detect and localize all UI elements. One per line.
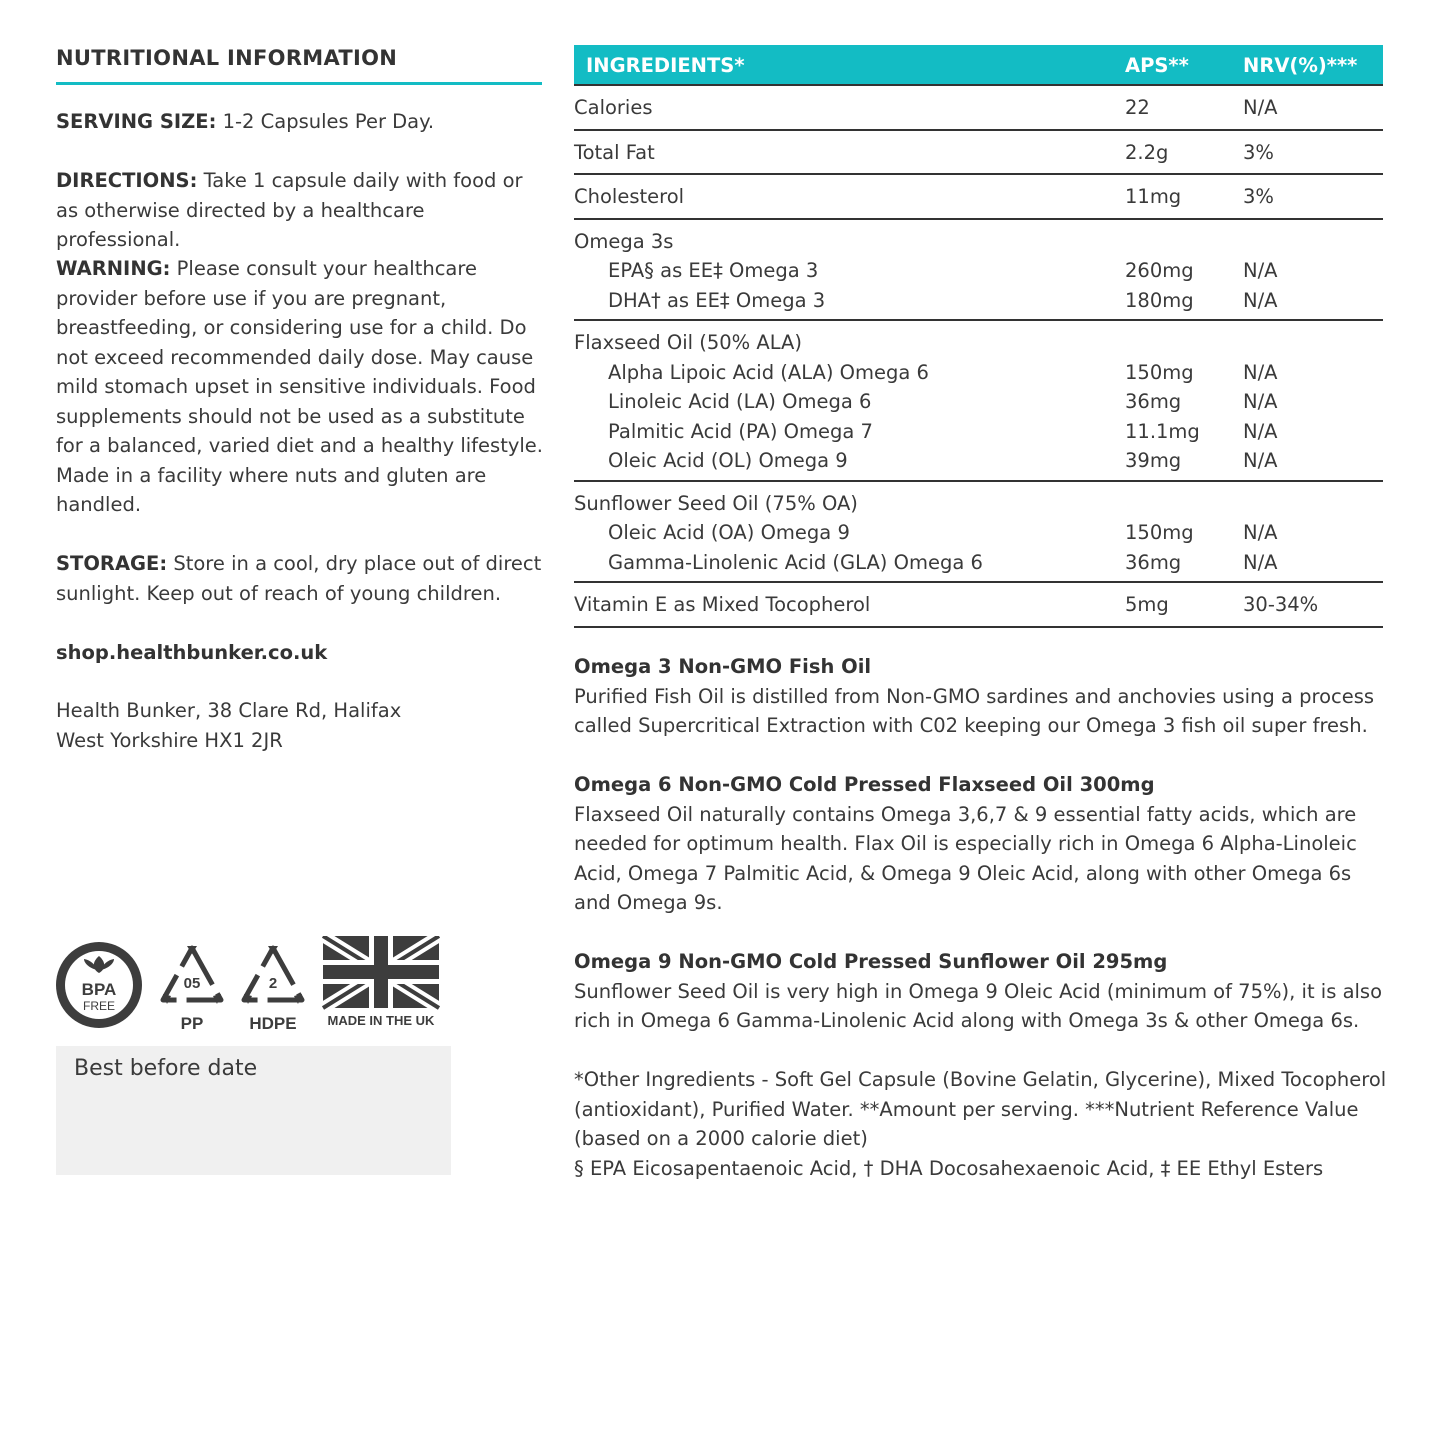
pp-number: 05 (183, 975, 201, 992)
table-line (574, 181, 1383, 211)
nrv-value: N/A (1243, 419, 1278, 443)
address (56, 696, 546, 755)
hdpe-label: HDPE (249, 1014, 297, 1032)
nrv-value: N/A (1243, 521, 1278, 544)
aps-value: 36mg (1125, 550, 1182, 574)
made-in-uk-label: MADE IN THE UK (327, 1013, 435, 1028)
serving-size (56, 107, 546, 137)
table-body (574, 86, 1383, 628)
table-line (574, 589, 1383, 619)
nrv-value: 3% (1243, 185, 1274, 208)
warning-label: WARNING: (56, 257, 171, 280)
header-aps: APS** (1125, 54, 1189, 77)
fish-oil-title: Omega 3 Non-GMO Fish Oil (574, 655, 872, 678)
table-line (574, 255, 1383, 285)
table-line (574, 357, 1383, 387)
sunflower-text: Sunflower Seed Oil is very high in Omega 9 Oleic Acid (minimum of 75%), it is also rich in Omega 6 Gamma-Linolenic Acid along with Omega 3s & other Omega 6s. (574, 979, 1383, 1032)
sunflower-title: Omega 9 Non-GMO Cold Pressed Sunflower Oil 295mg (574, 950, 1168, 973)
nrv-value: 3% (1243, 140, 1274, 164)
aps-value: 150mg (1125, 360, 1194, 384)
shop-url: shop.healthbunker.co.uk (56, 641, 328, 664)
ingredient-name: Total Fat (574, 140, 655, 164)
best-before-box (56, 1046, 451, 1175)
table-row (574, 86, 1383, 131)
ingredient-name: Oleic Acid (OL) Omega 9 (608, 449, 848, 472)
flaxseed-section (574, 770, 1394, 918)
aps-value: 36mg (1125, 390, 1182, 413)
ingredient-name: EPA§ as EE‡ Omega 3 (608, 259, 819, 282)
table-row (574, 482, 1383, 584)
table-line (574, 547, 1383, 577)
ingredient-name: Linoleic Acid (LA) Omega 6 (608, 390, 872, 413)
table-row (574, 131, 1383, 176)
ingredient-name: Omega 3s (574, 229, 674, 253)
flaxseed-text: Flaxseed Oil naturally contains Omega 3,6,7 & 9 essential fatty acids, which are needed for optimum health. Flax Oil is especially rich in Omega 6 Alpha-Linoleic Acid, Omega 7 Palmitic Acid, & Omega 9 Oleic Acid, along with other Omega 6s and Omega 9s. (574, 802, 1357, 914)
directions (56, 166, 546, 255)
table-line (574, 445, 1383, 475)
footnote-symbols: § EPA Eicosapentaenoic Acid, † DHA Docosahexaenoic Acid, ‡ EE Ethyl Esters (574, 1156, 1324, 1180)
ingredient-name: Alpha Lipoic Acid (ALA) Omega 6 (608, 360, 929, 384)
ingredient-name: Calories (574, 96, 653, 119)
ingredient-name: Flaxseed Oil (50% ALA) (574, 331, 802, 354)
flaxseed-title: Omega 6 Non-GMO Cold Pressed Flaxseed Oil 300mg (574, 773, 1155, 796)
table-line (574, 416, 1383, 446)
header-nrv: NRV(%)*** (1243, 54, 1358, 77)
hdpe-number: 2 (268, 975, 278, 992)
sunflower-section (574, 947, 1394, 1036)
warning-text: Please consult your healthcare provider before use if you are pregnant, breastfeeding, or considering use for a child. Do not exceed recommended daily dose. May cause mild stomach upset in sensitive individuals. Food supplements should not be used as a substitute for a balanced, varied diet and a healthy lifestyle. Made in a facility where nuts and gluten are handled. (56, 257, 543, 516)
nutrition-title: NUTRITIONAL INFORMATION (56, 46, 398, 70)
title-underline (56, 82, 542, 85)
warning (56, 254, 546, 520)
storage-text: Store in a cool, dry place out of direct sunlight. Keep out of reach of young children. (56, 552, 542, 605)
header-ingredients: INGREDIENTS* (586, 54, 745, 77)
aps-value: 180mg (1125, 288, 1194, 312)
serving-text: 1-2 Capsules Per Day. (216, 110, 435, 133)
bpa-free-icon (56, 942, 142, 1028)
table-row (574, 220, 1383, 322)
nrv-value: N/A (1243, 390, 1278, 413)
aps-value: 11.1mg (1125, 419, 1200, 443)
nrv-value: N/A (1243, 449, 1278, 472)
table-row (574, 175, 1383, 220)
nrv-value: N/A (1243, 96, 1278, 119)
nrv-value: N/A (1243, 360, 1278, 384)
ingredient-name: Gamma-Linolenic Acid (GLA) Omega 6 (608, 550, 983, 574)
nrv-value: 30-34% (1243, 593, 1319, 616)
nrv-value: N/A (1243, 550, 1278, 574)
storage (56, 549, 546, 608)
fish-oil-section (574, 652, 1394, 741)
table-line (574, 137, 1383, 167)
table-line (574, 517, 1383, 547)
uk-flag-icon (321, 936, 441, 1030)
ingredient-name: Cholesterol (574, 185, 685, 208)
recycle-pp-icon (157, 942, 227, 1032)
aps-value: 150mg (1125, 521, 1194, 544)
table-line (574, 285, 1383, 315)
fish-oil-text: Purified Fish Oil is distilled from Non-GMO sardines and anchovies using a process called Supercritical Extraction with C02 keeping our Omega 3 fish oil super fresh. (574, 684, 1375, 737)
address-line-2: West Yorkshire HX1 2JR (56, 728, 283, 752)
aps-value: 39mg (1125, 449, 1182, 472)
aps-value: 260mg (1125, 259, 1194, 282)
ingredient-name: Vitamin E as Mixed Tocopherol (574, 593, 871, 616)
table-row (574, 321, 1383, 482)
pp-label: PP (180, 1014, 204, 1032)
directions-label: DIRECTIONS: (56, 169, 198, 192)
table-line (574, 488, 1383, 518)
table-line (574, 386, 1383, 416)
directions-text: Take 1 capsule daily with food or as otherwise directed by a healthcare professional. (56, 169, 523, 251)
footnote-other: *Other Ingredients - Soft Gel Capsule (Bovine Gelatin, Glycerine), Mixed Tocopherol (antioxidant), Purified Water. **Amount per serving. ***Nutrient Reference Value (based on a 2000 calorie diet) (574, 1068, 1387, 1150)
bpa-top-text: BPA (81, 980, 117, 999)
aps-value: 22 (1125, 96, 1150, 119)
certification-icons (56, 936, 456, 1030)
table-line (574, 226, 1383, 256)
table-line (574, 92, 1383, 122)
table-row (574, 583, 1383, 628)
aps-value: 5mg (1125, 593, 1169, 616)
best-before-label: Best before date (74, 1056, 258, 1081)
ingredient-name: Oleic Acid (OA) Omega 9 (608, 521, 850, 544)
ingredient-name: Palmitic Acid (PA) Omega 7 (608, 419, 873, 443)
ingredients-table (574, 45, 1383, 628)
table-header (574, 45, 1383, 84)
nrv-value: N/A (1243, 288, 1278, 312)
table-line (574, 327, 1383, 357)
bpa-bottom-text: FREE (82, 999, 116, 1013)
recycle-hdpe-icon (238, 942, 308, 1032)
ingredient-name: Sunflower Seed Oil (75% OA) (574, 491, 858, 515)
aps-value: 11mg (1125, 185, 1182, 208)
storage-label: STORAGE: (56, 552, 168, 575)
address-line-1: Health Bunker, 38 Clare Rd, Halifax (56, 699, 402, 722)
aps-value: 2.2g (1125, 140, 1169, 164)
ingredient-name: DHA† as EE‡ Omega 3 (608, 288, 826, 312)
footnotes (574, 1065, 1394, 1183)
serving-label: SERVING SIZE: (56, 110, 217, 133)
nrv-value: N/A (1243, 259, 1278, 282)
